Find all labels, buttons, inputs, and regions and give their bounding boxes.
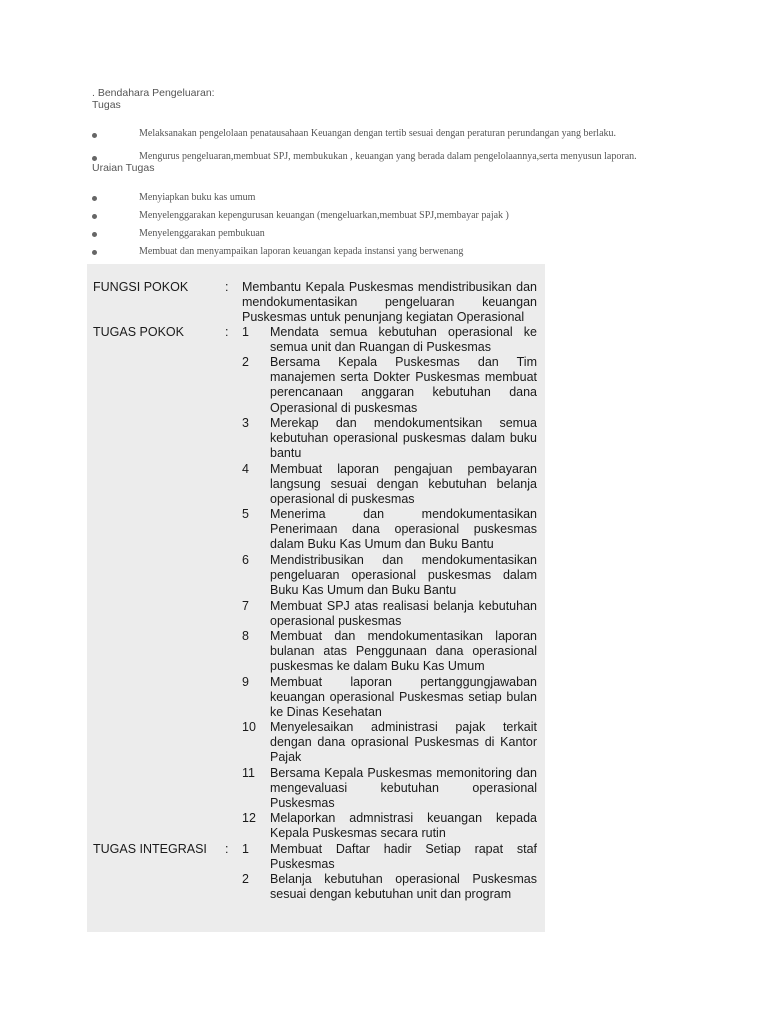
duties-table: FUNGSI POKOK : Membantu Kepala Puskesmas mendistribusikan dan mendokumentasikan pengeluaran keuangan Puskesmas untuk penunjang kegiatan Operasional TUGAS POKOK : 1 Mendata semua kebutuhan operasional ke semua unit dan Ruangan di Puskesmas 2 Bersama Kepala Puskesmas dan Tim manajemen serta Dokter Puskesmas membuat perencanaan anggaran kebutuhan dana Operasional di puskesmas 3 Merekap dan mendokumentsikan semua kebutuhan operasional puskesmas dalam buku bantu 4 Membuat laporan pengajuan pembayaran langsung sesuai dengan kebutuhan belanja operasional di puskesmas 5 Menerima dan mendokumentasikan Penerimaan dana operasional puskesmas dalam Buku Kas Umum dan Buku Bantu 6 Mendistribusikan dan mendokumentasikan pengeluaran operasional puskesmas dalam Buku Kas Umum dan Buku Bantu 7 Membuat SPJ atas realisasi belanja kebutuhan operasional puskesmas 8 Membuat dan mendokumentasikan laporan bulanan atas Penggunaan dana operasional puskesmas ke dalam Buku Kas Umum 9 Membuat laporan pertanggungjawaban keuangan operasional Puskesmas setiap bulan ke Dinas Kesehatan 10 Menyelesaikan administrasi pajak terkait dengan dana oprasional Puskesmas di Kantor Pajak 11 Bersama Kepala Puskesmas memonitoring dan mengevaluasi kebutuhan operasional Puskesmas 12 Melaporkan admnistrasi keuangan kepada Kepala Puskesmas secara rutin TUGAS INTEGRASI : 1 Membuat Daftar hadir Setiap rapat staf Puskesmas 2 Belanja kebutuhan operasional Puskesmas sesuai dengan kebutuhan unit dan program [87, 264, 545, 932]
colon: : [225, 280, 229, 294]
tugas-integrasi-label: TUGAS INTEGRASI [93, 842, 207, 856]
uraian-list [92, 190, 509, 262]
heading-subtitle: Tugas [92, 99, 121, 111]
list-item: Membuat dan menyampaikan laporan keuangan kepada instansi yang berwenang [92, 244, 509, 262]
bullet-icon [92, 196, 97, 201]
tugas-pokok-label: TUGAS POKOK [93, 325, 184, 339]
list-item: Menyelenggarakan kepengurusan keuangan (mengeluarkan,membuat SPJ,membayar pajak ) [92, 208, 509, 226]
uraian-tugas-title: Uraian Tugas [92, 162, 155, 174]
bullet-icon [92, 232, 97, 237]
list-item: Mengurus pengeluaran,membuat SPJ, membukukan , keuangan yang berada dalam pengelolaannya,serta menyusun laporan. [92, 147, 637, 170]
fungsi-pokok-label: FUNGSI POKOK [93, 280, 189, 294]
list-item: Menyiapkan buku kas umum [92, 190, 509, 208]
colon: : [225, 325, 229, 339]
bullet-icon [92, 133, 97, 138]
colon: : [225, 842, 229, 856]
fungsi-pokok-text: Membantu Kepala Puskesmas mendistribusikan dan mendokumentasikan pengeluaran keuangan Puskesmas untuk penunjang kegiatan Operasional [242, 280, 537, 325]
heading-title: . Bendahara Pengeluaran: [92, 87, 215, 99]
bullet-icon [92, 250, 97, 255]
bullet-icon [92, 214, 97, 219]
bullet-icon [92, 156, 97, 161]
list-item: Menyelenggarakan pembukuan [92, 226, 509, 244]
section-heading [92, 87, 215, 111]
tugas-list [92, 124, 637, 170]
list-item: Melaksanakan pengelolaan penatausahaan Keuangan dengan tertib sesuai dengan peraturan perundangan yang berlaku. [92, 124, 637, 147]
